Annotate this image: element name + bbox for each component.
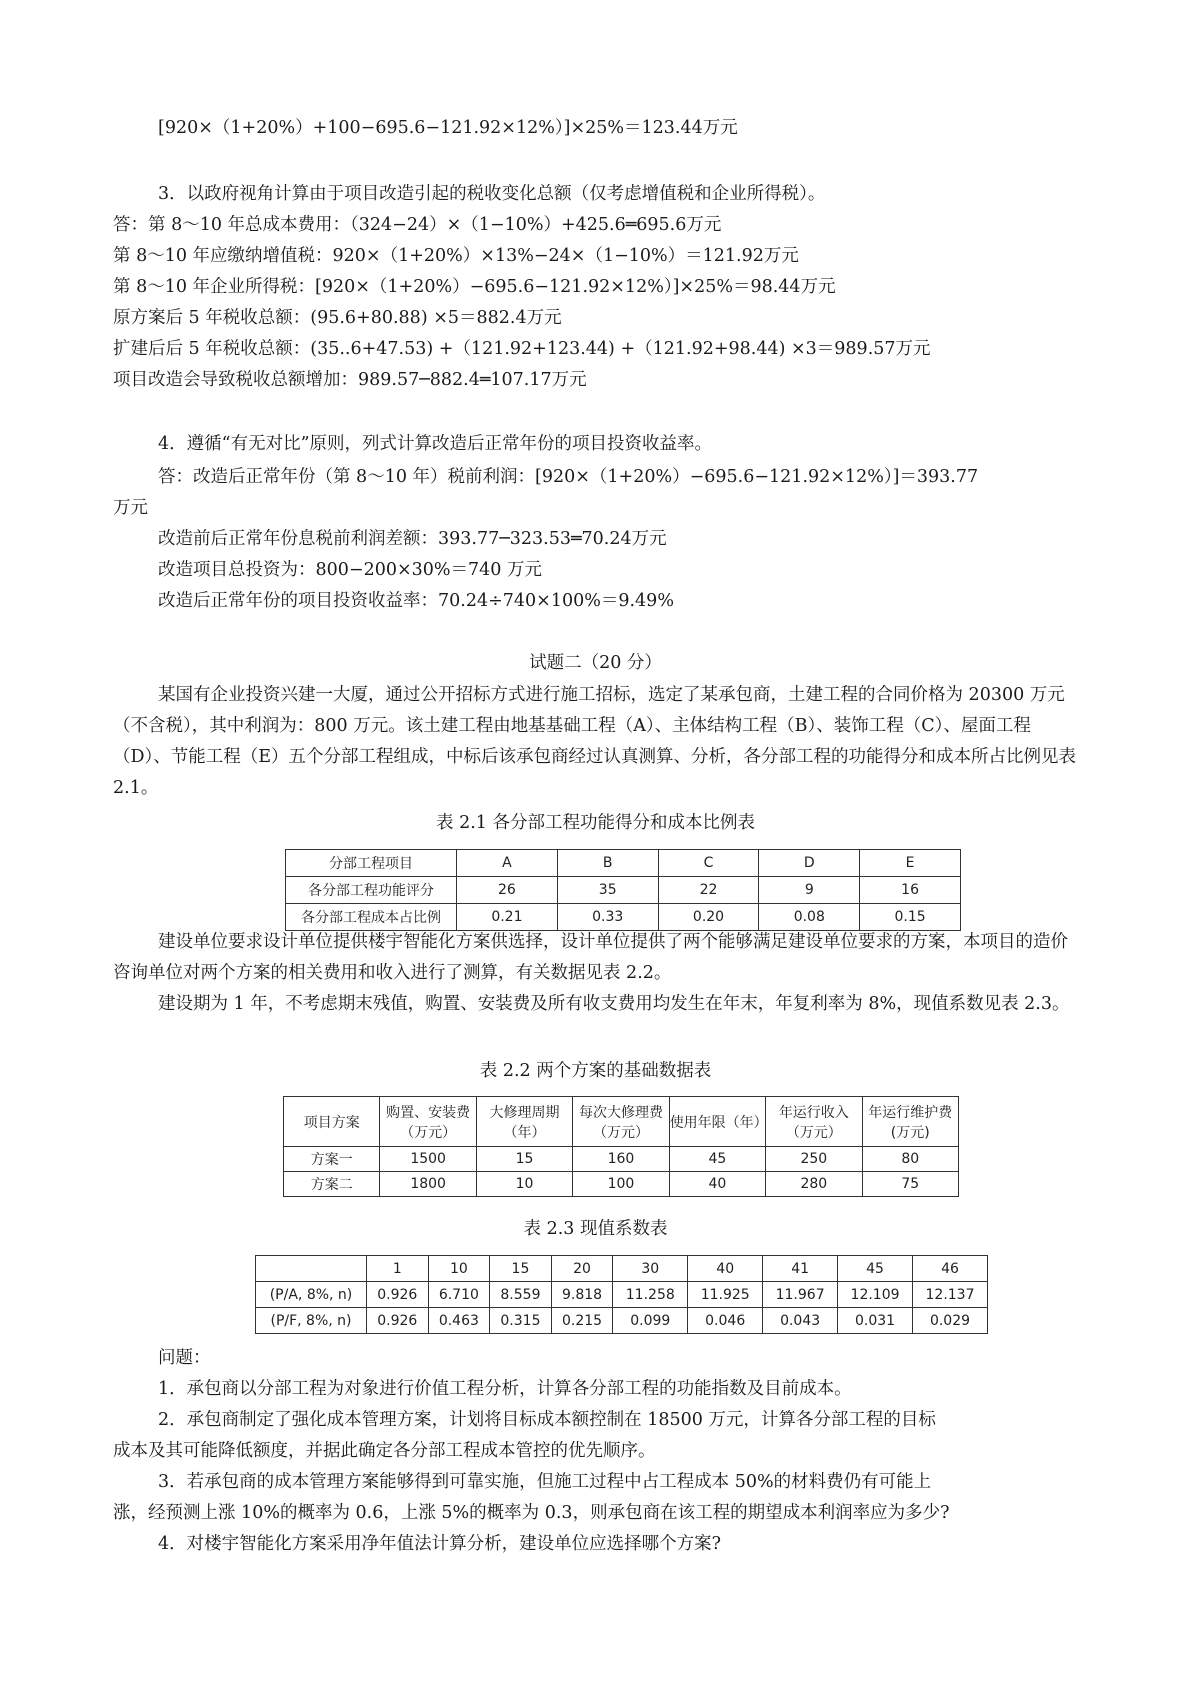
intro-paragraph: 某国有企业投资兴建一大厦，通过公开招标方式进行施工招标，选定了某承包商，土建工程的合同价格为 20300 万元（不含税），其中利润为：800 万元。该土建工程由地基基础工程（A）、主体结构工程（B）、装饰工程（C）、屋面工程（D）、节能工程（E）五个分部工程组成，中标后该承包商经过认真测算、分析，各分部工程的功能得分和成本所占比例见表 2.1。 [113,685,1077,798]
table-cell: 大修理周期（年） [476,1097,572,1147]
table-cell: 80 [862,1147,958,1172]
answer-line: 第 8～10 年应缴纳增值税：920×（1+20%）×13%−24×（1−10%）＝121.92万元 [113,246,799,266]
table-cell: 9 [759,877,860,904]
table-cell: 10 [428,1256,490,1282]
table-cell: 12.109 [838,1282,913,1308]
table-cell: 0.21 [457,904,558,931]
table-row [284,1172,959,1197]
question-item: 涨，经预测上涨 10%的概率为 0.6，上涨 5%的概率为 0.3，则承包商在该工程的期望成本利润率应为多少? [113,1503,950,1523]
table-cell: 每次大修理费（万元） [573,1097,669,1147]
table-cell: 1 [367,1256,429,1282]
table-cell: 46 [913,1256,988,1282]
answer-line: 项目改造会导致税收总额增加：989.57─882.4═107.17万元 [113,370,587,390]
table-cell: 购置、安装费（万元） [380,1097,476,1147]
questions-label: 问题： [158,1348,211,1368]
table-cell: 项目方案 [284,1097,380,1147]
table-cell: 100 [573,1172,669,1197]
table-cell: 0.926 [367,1282,429,1308]
table-cell: 年运行收入（万元） [766,1097,862,1147]
table-cell: 30 [613,1256,688,1282]
table-cell: E [860,850,961,877]
table-cell [256,1256,367,1282]
table-cell: 41 [763,1256,838,1282]
answer-line: 改造后正常年份的项目投资收益率：70.24÷740×100%＝9.49% [158,591,674,611]
table-cell: 0.15 [860,904,961,931]
table-cell: 15 [476,1147,572,1172]
table-cell: 方案一 [284,1147,380,1172]
table-cell: 年运行维护费(万元) [862,1097,958,1147]
table-cell: 0.046 [688,1308,763,1334]
table-cell: 各分部工程成本占比例 [286,904,457,931]
table-cell: 75 [862,1172,958,1197]
table-cell: 0.315 [490,1308,552,1334]
answer-line: 第 8～10 年企业所得税：[920×（1+20%）−695.6−121.92×12%）]×25%＝98.44万元 [113,277,836,297]
table-cell: D [759,850,860,877]
table-cell: 分部工程项目 [286,850,457,877]
question-item: 4．对楼宇智能化方案采用净年值法计算分析，建设单位应选择哪个方案? [158,1534,722,1554]
table-cell: 0.33 [557,904,658,931]
table-cell: 22 [658,877,759,904]
table-header-row [284,1097,959,1147]
table-cell: 9.818 [551,1282,613,1308]
table-cell: 20 [551,1256,613,1282]
table-cell: 0.926 [367,1308,429,1334]
question-item: 1．承包商以分部工程为对象进行价值工程分析，计算各分部工程的功能指数及目前成本。 [158,1379,852,1399]
table-cell: 使用年限（年） [669,1097,765,1147]
present-value-factor-table [255,1255,988,1334]
table-cell: 10 [476,1172,572,1197]
table-cell: B [557,850,658,877]
table-header-row [256,1256,988,1282]
table-cell: 0.463 [428,1308,490,1334]
table-cell: 40 [669,1172,765,1197]
table-cell: 12.137 [913,1282,988,1308]
table-cell: 15 [490,1256,552,1282]
question-item: 2．承包商制定了强化成本管理方案，计划将目标成本额控制在 18500 万元，计算各分部工程的目标 [158,1410,936,1430]
table-cell: 1800 [380,1172,476,1197]
table-cell: 0.20 [658,904,759,931]
table-cell: 0.031 [838,1308,913,1334]
table-cell: 280 [766,1172,862,1197]
body-paragraph: 建设单位要求设计单位提供楼宇智能化方案供选择，设计单位提供了两个能够满足建设单位要求的方案，本项目的造价咨询单位对两个方案的相关费用和收入进行了测算，有关数据见表 2.2。 [113,932,1068,983]
table-row [256,1282,988,1308]
section-title: 试题二（20 分） [529,653,662,673]
answer-line: 答：改造后正常年份（第 8～10 年）税前利润：[920×（1+20%）−695.6−121.92×12%）]＝393.77 [158,467,979,487]
table-cell: 11.258 [613,1282,688,1308]
table-cell: 6.710 [428,1282,490,1308]
table-cell: 45 [669,1147,765,1172]
table-caption: 表 2.3 现值系数表 [523,1219,668,1239]
table-cell: 16 [860,877,961,904]
table-cell: 11.925 [688,1282,763,1308]
table-cell: A [457,850,558,877]
function-cost-table [285,849,961,931]
table-cell: (P/F, 8%, n) [256,1308,367,1334]
table-cell: 各分部工程功能评分 [286,877,457,904]
table-cell: 250 [766,1147,862,1172]
question-item: 3．若承包商的成本管理方案能够得到可靠实施，但施工过程中占工程成本 50%的材料费仍有可能上 [158,1472,932,1492]
table-row [256,1308,988,1334]
table-cell: 0.099 [613,1308,688,1334]
answer-line: 改造前后正常年份息税前利润差额：393.77─323.53═70.24万元 [158,529,667,549]
table-row [284,1147,959,1172]
table-caption: 表 2.1 各分部工程功能得分和成本比例表 [436,813,755,833]
table-cell: 45 [838,1256,913,1282]
table-row [286,877,961,904]
table-cell: 0.043 [763,1308,838,1334]
table-cell: 方案二 [284,1172,380,1197]
question-4-text: 4．遵循“有无对比”原则，列式计算改造后正常年份的项目投资收益率。 [158,434,713,454]
body-paragraph: 建设期为 1 年，不考虑期末残值，购置、安装费及所有收支费用均发生在年末，年复利率为 8%，现值系数见表 2.3。 [158,994,1070,1014]
answer-line: 改造项目总投资为：800−200×30%＝740 万元 [158,560,542,580]
table-header-row [286,850,961,877]
table-cell: 35 [557,877,658,904]
table-caption: 表 2.2 两个方案的基础数据表 [479,1061,712,1081]
question-3-text: 3．以政府视角计算由于项目改造引起的税收变化总额（仅考虑增值税和企业所得税）。 [158,184,826,204]
question-item: 成本及其可能降低额度，并据此确定各分部工程成本管控的优先顺序。 [113,1441,656,1461]
answer-line: 扩建后后 5 年税收总额：(35..6+47.53) +（121.92+123.44) +（121.92+98.44) ×3＝989.57万元 [113,339,931,359]
answer-line: [920×（1+20%）+100−695.6−121.92×12%）]×25%＝123.44万元 [158,118,738,138]
table-cell: C [658,850,759,877]
table-cell: 160 [573,1147,669,1172]
table-cell: (P/A, 8%, n) [256,1282,367,1308]
table-cell: 26 [457,877,558,904]
table-cell: 11.967 [763,1282,838,1308]
scheme-data-table [283,1096,959,1197]
answer-line: 答：第 8～10 年总成本费用：（324−24）×（1−10%）+425.6═695.6万元 [113,215,722,235]
table-cell: 0.215 [551,1308,613,1334]
table-cell: 1500 [380,1147,476,1172]
table-cell: 0.029 [913,1308,988,1334]
table-cell: 8.559 [490,1282,552,1308]
answer-line: 万元 [113,498,148,518]
answer-line: 原方案后 5 年税收总额：(95.6+80.88) ×5＝882.4万元 [113,308,562,328]
table-cell: 40 [688,1256,763,1282]
table-cell: 0.08 [759,904,860,931]
